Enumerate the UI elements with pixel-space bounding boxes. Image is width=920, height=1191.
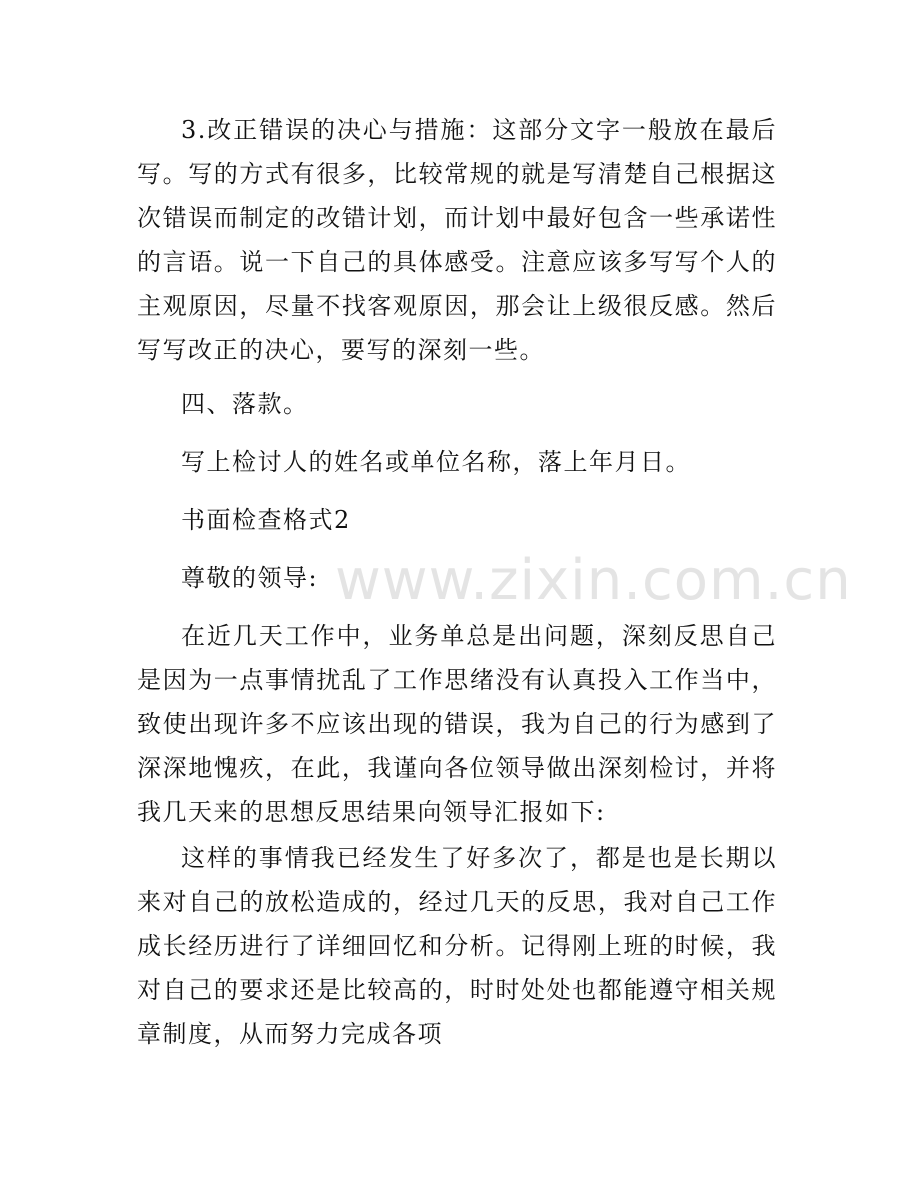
paragraph-signature-instructions: 写上检讨人的姓名或单位名称，落上年月日。 — [181, 448, 691, 476]
paragraph-history: 这样的事情我已经发生了好多次了，都是也是长期以来对自己的放松造成的，经过几天的反思，我对自己工作成长经历进行了详细回忆和分析。记得刚上班的时候，我对自己的要求还是比较高的，时时处处也都能遵守相关规章制度，从而努力完成各项 — [137, 844, 777, 1048]
section-heading-format-2: 书面检查格式2 — [181, 506, 351, 534]
watermark: www.zixin.com.cn — [335, 548, 852, 613]
salutation: 尊敬的领导: — [181, 564, 319, 592]
section-heading-signature: 四、落款。 — [181, 390, 309, 418]
paragraph-correction-measures: 3.改正错误的决心与措施：这部分文字一般放在最后写。写的方式有很多，比较常规的就是写清楚自己根据这次错误而制定的改错计划，而计划中最好包含一些承诺性的言语。说一下自己的具体感受。注意应该多写写个人的主观原因，尽量不找客观原因，那会让上级很反感。然后写写改正的决心，要写的深刻一些。 — [137, 116, 777, 364]
paragraph-reflection: 在近几天工作中，业务单总是出问题，深刻反思自己是因为一点事情扰乱了工作思绪没有认真投入工作当中，致使出现许多不应该出现的错误，我为自己的行为感到了深深地愧疚，在此，我谨向各位领导做出深刻检讨，并将我几天来的思想反思结果向领导汇报如下: — [137, 622, 777, 826]
